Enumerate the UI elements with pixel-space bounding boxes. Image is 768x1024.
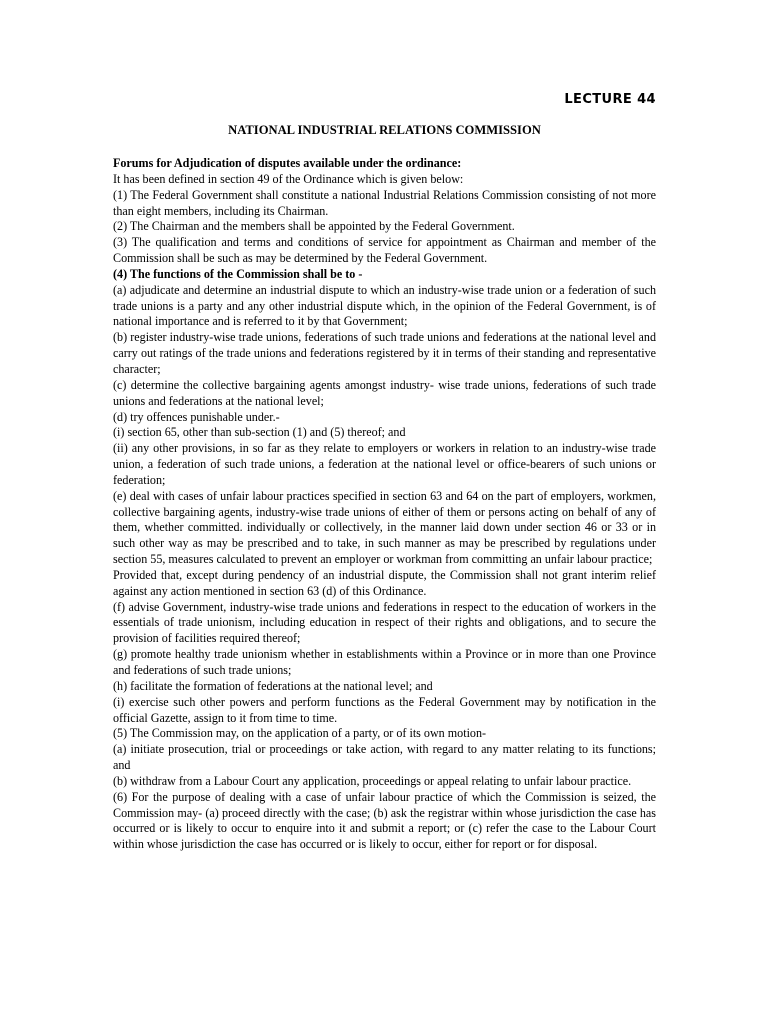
paragraph: (d) try offences punishable under.- (113, 409, 280, 424)
paragraph: Provided that, except during pendency of an industrial dispute, the Commission shall not grant interim relief against any action mentioned in section 63 (d) of this Ordinance. (113, 567, 656, 598)
paragraph: (a) adjudicate and determine an industrial dispute to which an industry-wise trade union or a federation of such trade unions is a party and any other industrial dispute which, in the opinion of the Federal Government, is of national importance and is referred to it by that Government; (113, 282, 656, 329)
paragraph: (c) determine the collective bargaining agents amongst industry- wise trade unions, federations of such trade unions and federations at the national level; (113, 377, 656, 408)
paragraph: (1) The Federal Government shall constitute a national Industrial Relations Commission consisting of not more than eight members, including its Chairman. (113, 187, 656, 218)
paragraph: (b) register industry-wise trade unions, federations of such trade unions and federations at the national level and carry out ratings of the trade unions and federations registered by it in terms of their standing and representative character; (113, 330, 656, 376)
paragraph: It has been defined in section 49 of the Ordinance which is given below: (113, 171, 464, 186)
paragraph: (ii) any other provisions, in so far as they relate to employers or workers in relation to an industry-wise trade union, a federation of such trade unions, a federation at the national level or office-bearers of such unions or federation; (113, 441, 656, 487)
paragraph: (g) promote healthy trade unionism whether in establishments within a Province or in more than one Province and federations of such trade unions; (113, 647, 656, 677)
paragraph: (4) The functions of the Commission shall be to - (113, 266, 363, 281)
document-page (113, 0, 656, 1024)
paragraph: (2) The Chairman and the members shall be appointed by the Federal Government. (113, 219, 515, 234)
paragraph: (a) initiate prosecution, trial or proceedings or take action, with regard to any matter relating to its functions; and (113, 742, 656, 773)
paragraph: (6) For the purpose of dealing with a case of unfair labour practice of which the Commission is seized, the Commission may- (a) proceed directly with the case; (b) ask the registrar within whose jurisdiction the case has occurred or is likely to occur to enquire into it and submit a report; or (c) refer the case to the Labour Court within whose jurisdiction the case has occurred or is likely to occur, either for report or for disposal. (113, 789, 656, 852)
document-title: NATIONAL INDUSTRIAL RELATIONS COMMISSION (228, 123, 541, 137)
paragraph: (f) advise Government, industry-wise trade unions and federations in respect to the education of workers in the essentials of trade unionism, including education in respect of their rights and obligations, and to secure the provision of facilities required thereof; (113, 599, 656, 646)
paragraph: (i) exercise such other powers and perform functions as the Federal Government may by notification in the official Gazette, assign to it from time to time. (113, 694, 656, 725)
paragraph: (3) The qualification and terms and conditions of service for appointment as Chairman and member of the Commission shall be such as may be determined by the Federal Government. (113, 235, 656, 266)
document-body (113, 156, 656, 853)
paragraph: (5) The Commission may, on the application of a party, or of its own motion- (113, 726, 487, 741)
lecture-number: LECTURE 44 (564, 92, 656, 107)
paragraph: (i) section 65, other than sub-section (1) and (5) thereof; and (113, 425, 406, 440)
paragraph: (e) deal with cases of unfair labour practices specified in section 63 and 64 on the part of employers, workmen, collective bargaining agents, industry-wise trade unions of either of them or persons acting on behalf of any of them, whether committed. individually or collectively, in the manner laid down under section 46 or 33 or in such other way as may be prescribed and to take, in such manner as may be prescribed by regulations under section 55, measures calculated to prevent an employer or workman from committing an unfair labour practice; (113, 488, 656, 567)
paragraph: (b) withdraw from a Labour Court any application, proceedings or appeal relating to unfair labour practice. (113, 773, 632, 788)
paragraph: Forums for Adjudication of disputes available under the ordinance: (113, 156, 462, 170)
paragraph: (h) facilitate the formation of federations at the national level; and (113, 678, 433, 693)
